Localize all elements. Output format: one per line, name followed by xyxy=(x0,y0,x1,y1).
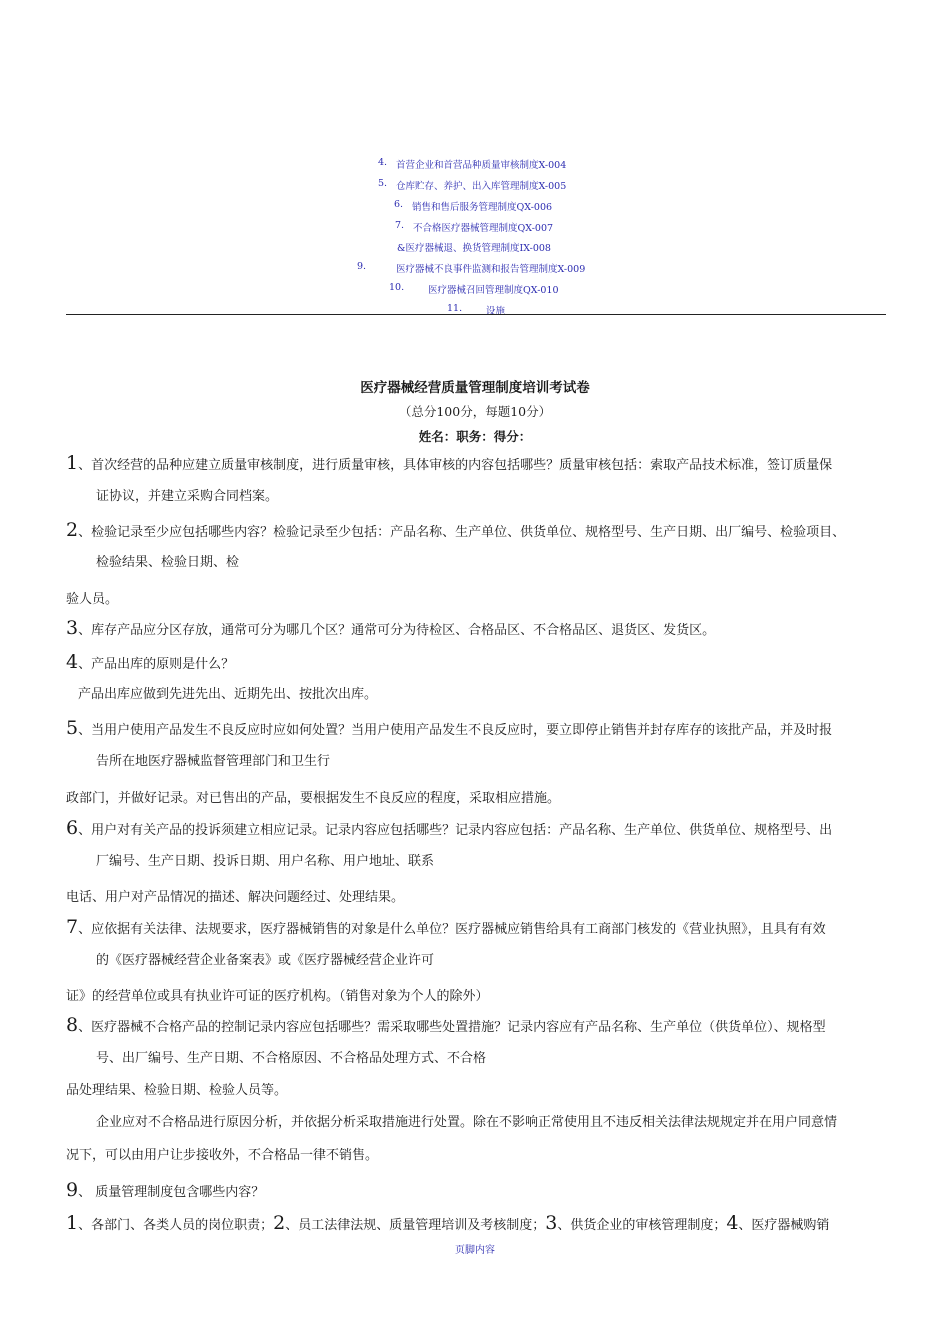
question-4 xyxy=(66,652,234,675)
question-2-continuation: 验人员。 xyxy=(66,592,119,607)
question-7 xyxy=(66,917,826,940)
toc-number: 10. xyxy=(389,282,405,293)
question-1-continuation: 证协议，并建立采购合同档案。 xyxy=(96,489,279,504)
question-text: 、库存产品应分区存放，通常可分为哪几个区？通常可分为待检区、合格品区、不合格品区、退货区、发货区。 xyxy=(78,623,716,638)
paragraph-line: 况下，可以由用户让步接收外，不合格品一律不销售。 xyxy=(66,1148,379,1163)
question-number: 9 xyxy=(66,1179,79,1201)
toc-text: &医疗器械退、换货管理制度IX-008 xyxy=(397,243,551,254)
question-number: 4 xyxy=(66,651,79,673)
question-7-continuation: 证》的经营单位或具有执业许可证的医疗机构。（销售对象为个人的除外） xyxy=(66,989,489,1004)
question-number: 8 xyxy=(66,1014,79,1036)
question-text: 、产品出库的原则是什么？ xyxy=(78,657,235,672)
toc-text: 医疗器械不良事件监测和报告管理制度X-009 xyxy=(396,264,586,275)
question-3 xyxy=(66,618,715,641)
toc-text: 医疗器械召回管理制度QX-010 xyxy=(428,285,559,296)
item-number: 2 xyxy=(273,1212,286,1234)
page-footer: 页脚内容 xyxy=(455,1245,495,1256)
item-text: 、各部门、各类人员的岗位职责； xyxy=(78,1218,274,1233)
question-8-continuation: 号、出厂编号、生产日期、不合格原因、不合格品处理方式、不合格 xyxy=(96,1051,487,1066)
question-6-continuation: 电话、用户对产品情况的描述、解决问题经过、处理结果。 xyxy=(66,890,405,905)
question-text: 、 质量管理制度包含哪些内容？ xyxy=(78,1185,265,1200)
item-text: 、员工法律法规、质量管理培训及考核制度； xyxy=(285,1218,546,1233)
question-1 xyxy=(66,453,832,476)
question-text: 、应依据有关法律、法规要求，医疗器械销售的对象是什么单位？医疗器械应销售给具有工商部门核发的《营业执照》，且具有有效 xyxy=(78,922,826,937)
question-6 xyxy=(66,818,832,841)
item-number: 1 xyxy=(66,1212,79,1234)
question-number: 3 xyxy=(66,617,79,639)
item-text: 、供货企业的审核管理制度； xyxy=(557,1218,727,1233)
toc-text: 仓库贮存、养护、出入库管理制度X-005 xyxy=(396,181,567,192)
toc-text: 首营企业和首营品种质量审核制度X-004 xyxy=(396,160,567,171)
toc-text: 销售和售后服务管理制度QX-006 xyxy=(412,202,553,213)
exam-subtitle: （总分100分，每题10分） xyxy=(398,404,552,419)
item-text: 、医疗器械购销 xyxy=(738,1218,830,1233)
question-5 xyxy=(66,718,832,741)
question-text: 、检验记录至少应包括哪些内容？检验记录至少包括：产品名称、生产单位、供货单位、规格型号、生产日期、出厂编号、检验项目、 xyxy=(78,525,846,540)
question-9 xyxy=(66,1180,264,1203)
toc-number: 4. xyxy=(378,157,388,168)
item-number: 4 xyxy=(726,1212,739,1234)
question-number: 6 xyxy=(66,817,79,839)
toc-number: 9. xyxy=(357,261,367,272)
question-text: 、用户对有关产品的投诉须建立相应记录。记录内容应包括哪些？记录内容应包括：产品名称、生产单位、供货单位、规格型号、出 xyxy=(78,823,833,838)
question-text: 、首次经营的品种应建立质量审核制度，进行质量审核，具体审核的内容包括哪些？质量审核包括：索取产品技术标准，签订质量保 xyxy=(78,458,833,473)
question-7-continuation: 的《医疗器械经营企业备案表》或《医疗器械经营企业许可 xyxy=(96,953,435,968)
name-position-score-line: 姓名：职务：得分： xyxy=(418,429,532,444)
toc-number: 5. xyxy=(378,178,388,189)
toc-text: 设施 xyxy=(486,306,506,317)
question-2 xyxy=(66,520,845,543)
question-number: 1 xyxy=(66,452,79,474)
toc-number: 11. xyxy=(447,303,463,314)
toc-number: 7. xyxy=(395,220,405,231)
question-8-continuation: 品处理结果、检验日期、检验人员等。 xyxy=(66,1083,288,1098)
answer-9-line xyxy=(66,1213,829,1236)
question-text: 、医疗器械不合格产品的控制记录内容应包括哪些？需采取哪些处置措施？记录内容应有产品名称、生产单位（供货单位）、规格型 xyxy=(78,1020,826,1035)
toc-text: 不合格医疗器械管理制度QX-007 xyxy=(413,223,554,234)
question-8 xyxy=(66,1015,826,1038)
exam-title: 医疗器械经营质量管理制度培训考试卷 xyxy=(360,380,590,396)
paragraph-line: 企业应对不合格品进行原因分析，并依据分析采取措施进行处置。除在不影响正常使用且不违反相关法律法规规定并在用户同意情 xyxy=(96,1115,838,1130)
item-number: 3 xyxy=(545,1212,558,1234)
question-2-continuation: 检验结果、检验日期、检 xyxy=(96,555,240,570)
divider xyxy=(66,314,886,315)
question-4-answer: 产品出库应做到先进先出、近期先出、按批次出库。 xyxy=(78,687,378,702)
question-5-continuation: 政部门，并做好记录。对已售出的产品，要根据发生不良反应的程度，采取相应措施。 xyxy=(66,791,561,806)
question-number: 5 xyxy=(66,717,79,739)
question-5-continuation: 告所在地医疗器械监督管理部门和卫生行 xyxy=(96,754,331,769)
question-number: 7 xyxy=(66,916,79,938)
toc-number: 6. xyxy=(394,199,404,210)
question-text: 、当用户使用产品发生不良反应时应如何处置？当用户使用产品发生不良反应时，要立即停止销售并封存库存的该批产品，并及时报 xyxy=(78,723,833,738)
question-number: 2 xyxy=(66,519,79,541)
question-6-continuation: 厂编号、生产日期、投诉日期、用户名称、用户地址、联系 xyxy=(96,854,435,869)
